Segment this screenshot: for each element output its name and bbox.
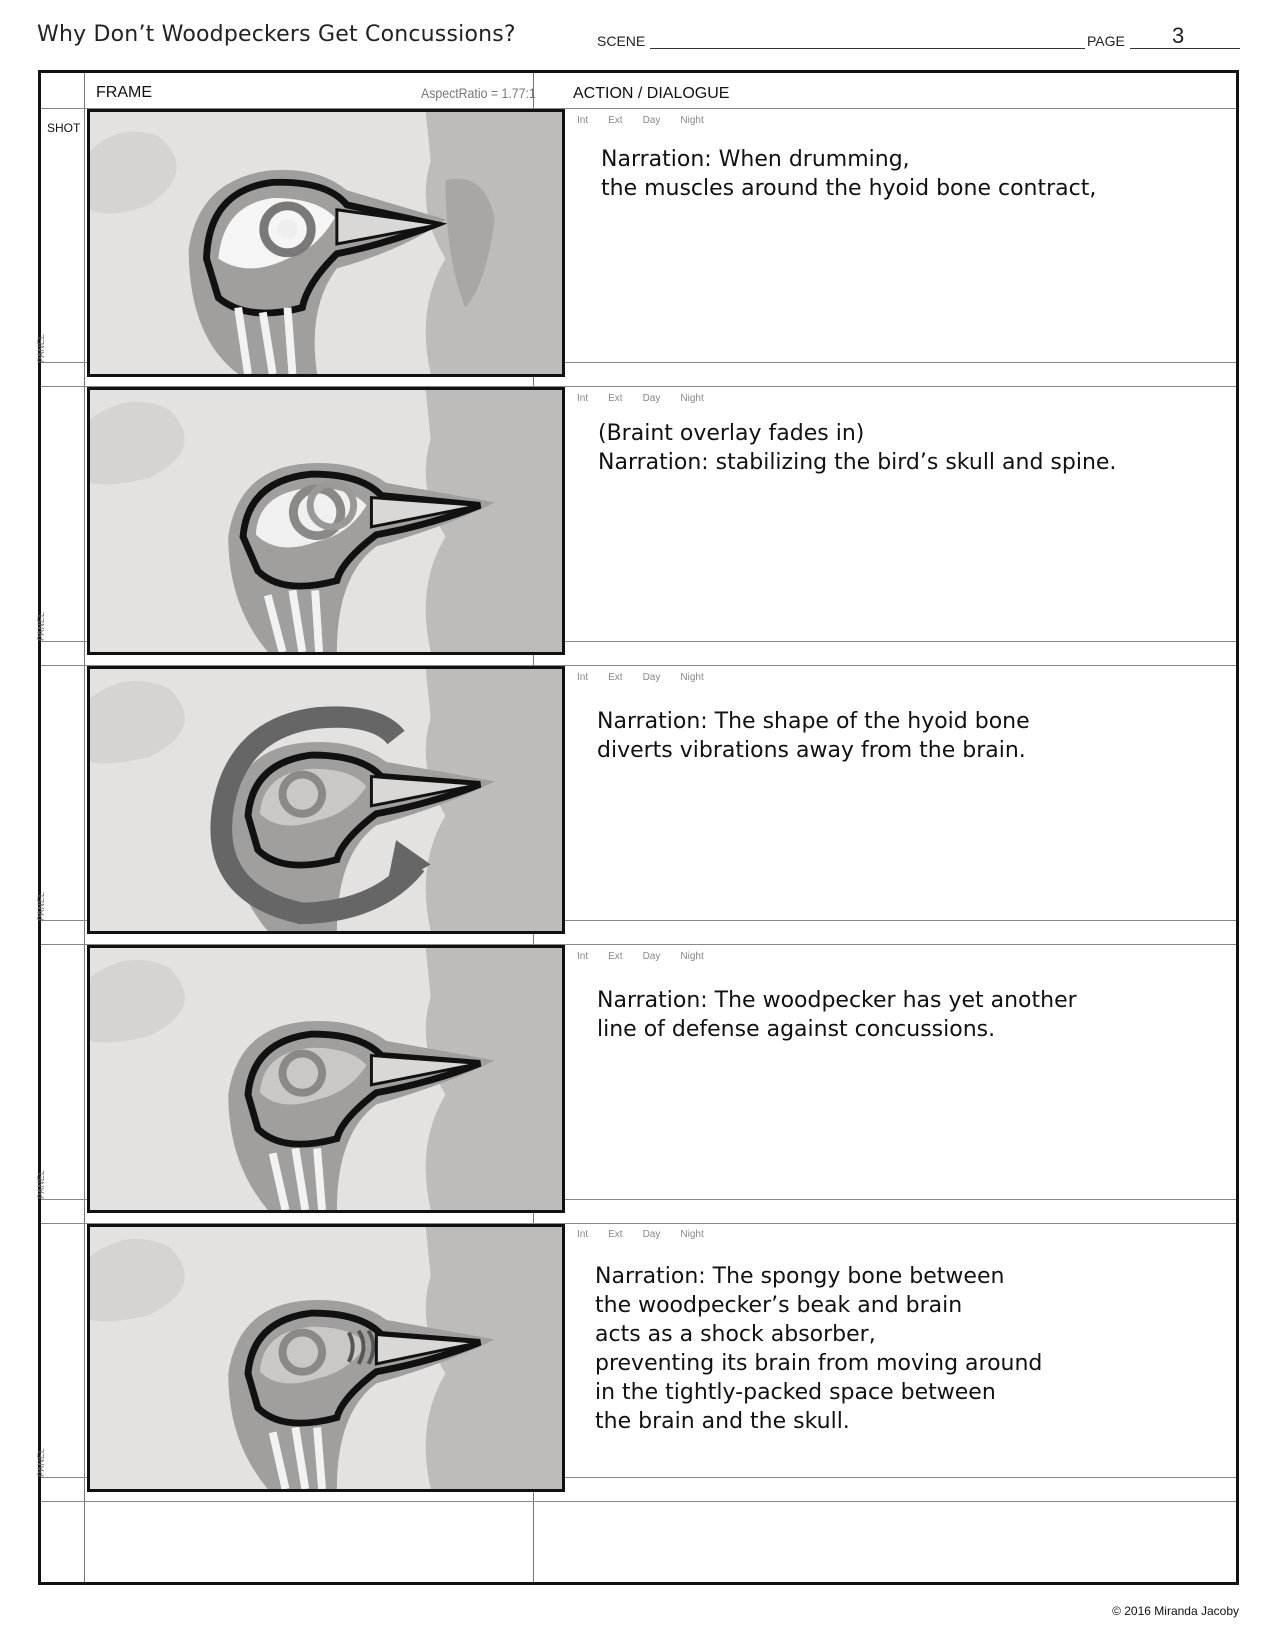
panel-label: PANEL bbox=[36, 1448, 46, 1477]
panel-label: PANEL bbox=[36, 892, 46, 921]
frame-3-sketch bbox=[87, 666, 565, 934]
tag-day[interactable]: Day bbox=[642, 1229, 661, 1240]
scene-tags bbox=[577, 393, 724, 404]
panel-label: PANEL bbox=[36, 334, 46, 363]
page-label: PAGE bbox=[1087, 33, 1125, 49]
tag-int[interactable]: Int bbox=[577, 115, 589, 126]
tag-night[interactable]: Night bbox=[680, 672, 704, 683]
tag-int[interactable]: Int bbox=[577, 1229, 589, 1240]
page-field[interactable] bbox=[1130, 48, 1240, 49]
tag-night[interactable]: Night bbox=[680, 115, 704, 126]
tag-ext[interactable]: Ext bbox=[608, 115, 623, 126]
panel-label: PANEL bbox=[36, 1170, 46, 1199]
scene-tags bbox=[577, 115, 724, 126]
frame-5-narration: Narration: The spongy bone between the woodpecker’s beak and brain acts as a shock absorber, preventing its brain from moving around in the tightly-packed space between the brain and the skull. bbox=[595, 1264, 1043, 1434]
scene-field[interactable] bbox=[650, 48, 1085, 49]
tag-ext[interactable]: Ext bbox=[608, 393, 623, 404]
row-divider bbox=[41, 1501, 1236, 1502]
scene-tags bbox=[577, 672, 724, 683]
tag-day[interactable]: Day bbox=[642, 951, 661, 962]
frame-2-sketch bbox=[87, 387, 565, 655]
frame-4-sketch bbox=[87, 945, 565, 1213]
tag-night[interactable]: Night bbox=[680, 393, 704, 404]
scene-tags bbox=[577, 1229, 724, 1240]
frame-1-sketch bbox=[87, 109, 565, 377]
tag-night[interactable]: Night bbox=[680, 951, 704, 962]
shot-column-divider bbox=[84, 73, 85, 1582]
tag-day[interactable]: Day bbox=[642, 672, 661, 683]
tag-ext[interactable]: Ext bbox=[608, 1229, 623, 1240]
frame-4-narration: Narration: The woodpecker has yet another line of defense against concussions. bbox=[597, 988, 1077, 1042]
panel-label: PANEL bbox=[36, 612, 46, 641]
scene-tags bbox=[577, 951, 724, 962]
frame-2-narration: (Braint overlay fades in) Narration: stabilizing the bird’s skull and spine. bbox=[598, 421, 1117, 475]
tag-int[interactable]: Int bbox=[577, 393, 589, 404]
tag-int[interactable]: Int bbox=[577, 672, 589, 683]
frame-3-narration: Narration: The shape of the hyoid bone diverts vibrations away from the brain. bbox=[597, 709, 1030, 763]
storyboard-sheet bbox=[38, 70, 1239, 1585]
shot-label: SHOT bbox=[47, 121, 81, 135]
tag-ext[interactable]: Ext bbox=[608, 951, 623, 962]
tag-int[interactable]: Int bbox=[577, 951, 589, 962]
frame-5-sketch bbox=[87, 1224, 565, 1492]
tag-ext[interactable]: Ext bbox=[608, 672, 623, 683]
frame-1-narration: Narration: When drumming, the muscles around the hyoid bone contract, bbox=[601, 147, 1097, 201]
copyright: © 2016 Miranda Jacoby bbox=[1112, 1604, 1239, 1618]
frame-column-header: FRAME bbox=[96, 84, 152, 101]
action-dialogue-header: ACTION / DIALOGUE bbox=[573, 85, 730, 102]
tag-day[interactable]: Day bbox=[642, 115, 661, 126]
page-number: 3 bbox=[1172, 23, 1185, 48]
scene-label: SCENE bbox=[597, 33, 646, 49]
tag-day[interactable]: Day bbox=[642, 393, 661, 404]
tag-night[interactable]: Night bbox=[680, 1229, 704, 1240]
aspect-ratio-label: AspectRatio = 1.77:1 bbox=[421, 85, 536, 101]
doc-title: Why Don’t Woodpeckers Get Concussions? bbox=[37, 22, 516, 47]
